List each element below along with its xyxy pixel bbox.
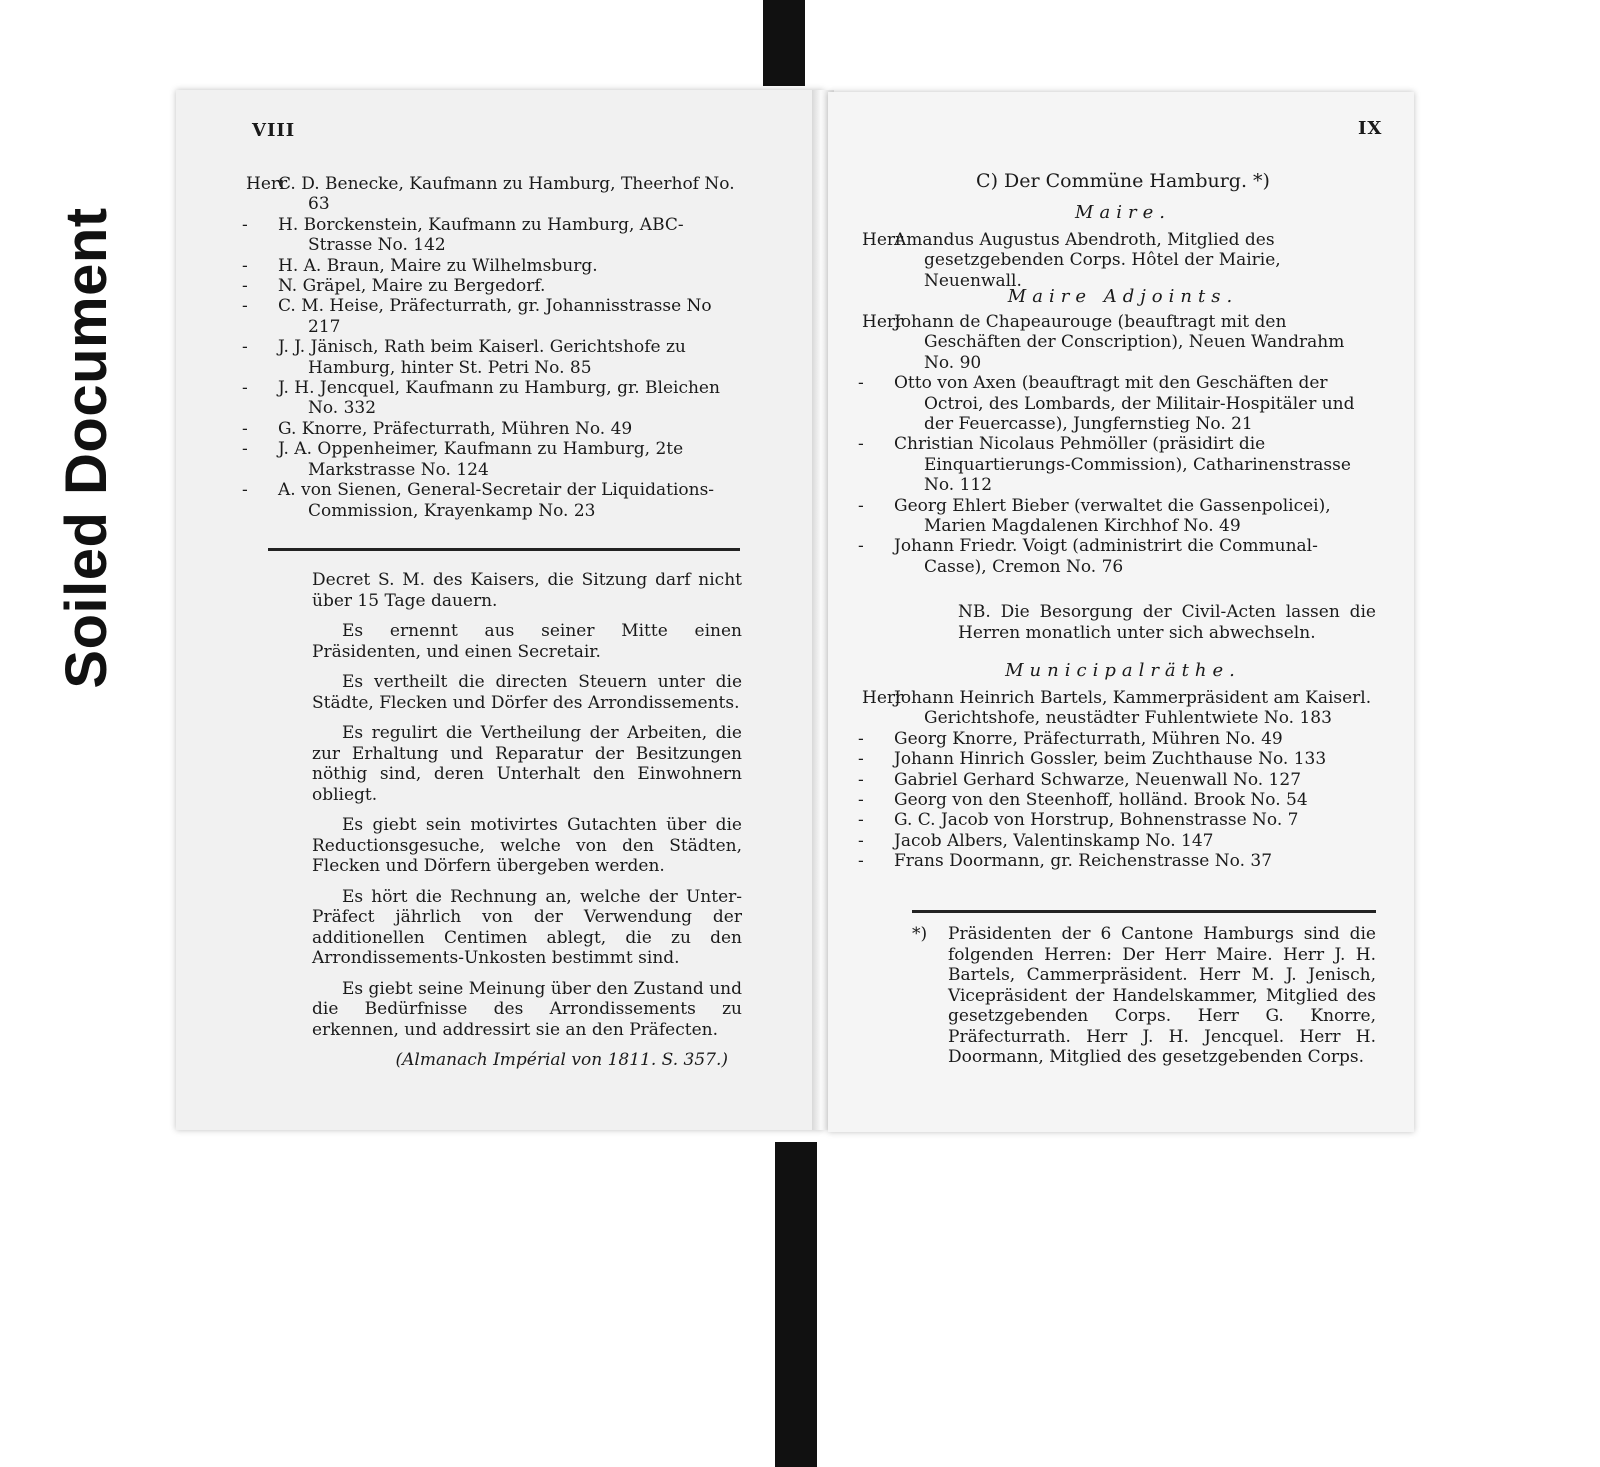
municipal-list: [858, 688, 1376, 872]
list-item: - Georg von den Steenhoff, holländ. Brook No. 54: [858, 790, 1308, 811]
paragraph: Decret S. M. des Kaisers, die Sitzung darf nicht über 15 Tage dauern.: [312, 570, 742, 611]
section-heading: C) Der Commüne Hamburg. *): [976, 170, 1270, 192]
paragraph: Es regulirt die Vertheilung der Arbeiten, die zur Erhaltung und Reparatur der Besitzungen nöthig sind, deren Unterhalt den Einwohnern obliegt.: [312, 723, 742, 805]
list-item: Herr Amandus Augustus Abendroth, Mitglied des gesetzgebenden Corps. Hôtel der Mairie, Neuenwall.: [862, 230, 1281, 291]
list-item: - J. J. Jänisch, Rath beim Kaiserl. Gerichtshofe zu Hamburg, hinter St. Petri No. 85: [242, 337, 686, 378]
paragraph: Es hört die Rechnung an, welche der Unter-Präfect jährlich von der Verwendung der additionellen Centimen ablegt, die zu den Arrondissements-Unkosten bestimmt sind.: [312, 886, 742, 968]
list-item: - C. M. Heise, Präfecturrath, gr. Johannisstrasse No 217: [242, 296, 712, 337]
paragraph: Es ernennt aus seiner Mitte einen Präsidenten, und einen Secretair.: [312, 621, 742, 662]
list-item: - G. C. Jacob von Horstrup, Bohnenstrasse No. 7: [858, 810, 1299, 831]
decree-text: [312, 570, 742, 1071]
list-item: - Frans Doormann, gr. Reichenstrasse No. 37: [858, 851, 1273, 872]
list-item: - Georg Ehlert Bieber (verwaltet die Gassenpolicei), Marien Magdalenen Kirchhof No. 49: [858, 495, 1331, 537]
list-item: - Georg Knorre, Präfecturrath, Mühren No. 49: [858, 728, 1283, 749]
list-item: - J. H. Jencquel, Kaufmann zu Hamburg, gr. Bleichen No. 332: [242, 378, 720, 419]
left-page: [176, 90, 824, 1130]
binding-strip-top: [763, 0, 805, 86]
binding-strip-bottom: [775, 1142, 817, 1467]
footnote-divider: [912, 910, 1376, 913]
list-item: - A. von Sienen, General-Secretair der Liquidations-Commission, Krayenkamp No. 23: [242, 480, 715, 521]
list-item: - H. A. Braun, Maire zu Wilhelmsburg.: [242, 255, 598, 276]
citation: (Almanach Impérial von 1811. S. 357.): [395, 1050, 728, 1070]
list-item: - Johann Friedr. Voigt (administrirt die Communal-Casse), Cremon No. 76: [858, 536, 1318, 577]
left-member-list: [242, 174, 744, 521]
list-item: - Jacob Albers, Valentinskamp No. 147: [858, 830, 1214, 851]
adjoints-list: [858, 312, 1376, 577]
paragraph: Es giebt seine Meinung über den Zustand und die Bedürfnisse des Arrondissements zu erkennen, und addressirt sie an den Präfecten.: [312, 978, 742, 1040]
list-item: Herr C. D. Benecke, Kaufmann zu Hamburg, Theerhof No. 63: [246, 174, 735, 215]
adjoints-heading: Maire Adjoints.: [1007, 286, 1239, 307]
soiled-document-label: Soiled Document: [54, 207, 119, 689]
paragraph: Es vertheilt die directen Steuern unter die Städte, Flecken und Dörfer des Arrondissements.: [312, 672, 742, 713]
municipal-heading: Municipalräthe.: [1005, 660, 1241, 681]
footnote: [912, 924, 1376, 1068]
list-item: - Otto von Axen (beauftragt mit den Geschäften der Octroi, des Lombards, der Militair-Hospitäler und der Feuercasse), Jungfernstieg No. 21: [858, 373, 1355, 435]
list-item: Herr Johann Heinrich Bartels, Kammerpräsident am Kaiserl. Gerichtshofe, neustädter Fuhlentwiete No. 183: [862, 688, 1372, 729]
left-page-number: VIII: [252, 120, 296, 141]
list-item: - H. Borckenstein, Kaufmann zu Hamburg, ABC-Strasse No. 142: [242, 214, 684, 256]
list-item: - Christian Nicolaus Pehmöller (präsidirt die Einquartierungs-Commission), Catharinenstrasse No. 112: [858, 434, 1351, 496]
maire-heading: Maire.: [1075, 202, 1171, 223]
footnote-mark: *): [912, 924, 928, 944]
right-page: [828, 92, 1414, 1132]
list-item: - N. Gräpel, Maire zu Bergedorf.: [242, 276, 546, 297]
paragraph: Es giebt sein motivirtes Gutachten über die Reductionsgesuche, welche von den Städten, Flecken und Dörfern übergeben werden.: [312, 815, 742, 876]
list-item: Herr Johann de Chapeaurouge (beauftragt mit den Geschäften der Conscription), Neuen Wandrahm No. 90: [862, 312, 1345, 373]
list-item: - J. A. Oppenheimer, Kaufmann zu Hamburg, 2te Markstrasse No. 124: [242, 439, 684, 480]
footnote-text: Präsidenten der 6 Cantone Hamburgs sind die folgenden Herren: Der Herr Maire. Herr J. H. Bartels, Cammerpräsident. Herr M. J. Jenisch, Vicepräsident der Handelskammer, Mitglied des gesetzgebenden Corps. Herr G. Knorre, Präfecturrath. Herr J. H. Jencquel. Herr H. Doormann, Mitglied des gesetzgebenden Corps.: [948, 924, 1376, 1067]
right-page-number: IX: [1358, 118, 1383, 139]
list-item: - Gabriel Gerhard Schwarze, Neuenwall No. 127: [858, 769, 1302, 790]
maire-list: [862, 230, 1376, 291]
section-divider: [268, 548, 740, 551]
nb-note: [958, 602, 1376, 653]
paragraph: NB. Die Besorgung der Civil-Acten lassen die Herren monatlich unter sich abwechseln.: [958, 602, 1376, 643]
list-item: - Johann Hinrich Gossler, beim Zuchthause No. 133: [858, 749, 1327, 770]
list-item: - G. Knorre, Präfecturrath, Mühren No. 49: [242, 418, 633, 439]
